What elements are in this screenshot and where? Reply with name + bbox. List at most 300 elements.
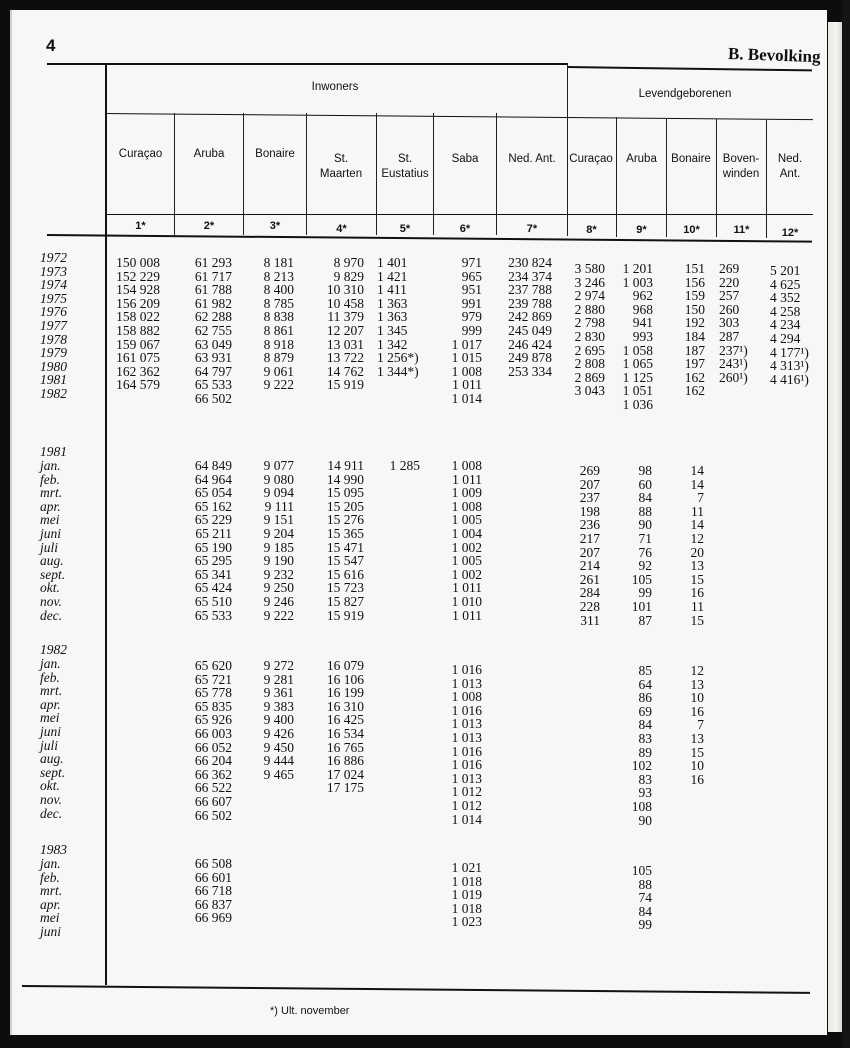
table-cell bbox=[677, 398, 705, 412]
col-header-saba: Saba bbox=[451, 153, 479, 165]
table-cell: 154 928 bbox=[116, 282, 160, 298]
section-title: B. Bevolking bbox=[727, 44, 821, 67]
table-cell: 11 bbox=[691, 598, 704, 614]
table-cell: 1975 bbox=[40, 290, 67, 306]
table-cell: 968 bbox=[632, 301, 653, 317]
table-cell: 88 bbox=[638, 876, 652, 892]
table-cell: apr. bbox=[40, 498, 61, 514]
col-divider bbox=[174, 113, 175, 235]
table-cell: 991 bbox=[461, 295, 482, 311]
table-cell: 1 017 bbox=[451, 336, 482, 352]
table-cell: 1 019 bbox=[451, 887, 482, 903]
table-cell: 1 013 bbox=[451, 729, 482, 745]
table-cell: 64 964 bbox=[194, 471, 232, 487]
table-cell: 15 bbox=[690, 744, 704, 760]
table-cell: 156 bbox=[684, 274, 705, 290]
table-cell: 1 004 bbox=[451, 525, 482, 541]
table-cell: 1 013 bbox=[451, 716, 482, 732]
table-cell: 1 036 bbox=[622, 396, 653, 412]
table-cell: 13 bbox=[690, 558, 704, 574]
table-cell: 197 bbox=[684, 356, 705, 372]
table-cell: 150 008 bbox=[116, 255, 160, 270]
table-cell: feb. bbox=[40, 471, 60, 487]
col-aruba-births-1981 bbox=[620, 464, 652, 627]
col-bonaire-births bbox=[677, 262, 705, 412]
table-cell: jan. bbox=[40, 458, 61, 473]
table-cell: 9 400 bbox=[263, 712, 294, 728]
col-divider bbox=[616, 117, 617, 237]
col-header-curacao-births: Curaçao bbox=[569, 153, 613, 165]
table-cell: 102 bbox=[631, 758, 652, 774]
table-cell: 269 bbox=[719, 261, 740, 276]
table-cell: 65 211 bbox=[195, 525, 232, 541]
table-cell: 12 207 bbox=[326, 322, 364, 338]
col-header-ned-ant-births: Ned. Ant. bbox=[777, 153, 803, 180]
table-cell: juni bbox=[40, 923, 62, 939]
table-cell: 64 bbox=[638, 676, 652, 692]
table-cell: 76 bbox=[638, 544, 652, 560]
table-cell: 62 288 bbox=[194, 309, 232, 325]
table-cell: 65 190 bbox=[194, 539, 232, 555]
table-cell: 993 bbox=[632, 328, 653, 344]
col-st-maarten-1981 bbox=[315, 459, 364, 622]
table-cell: 9 111 bbox=[264, 498, 294, 514]
table-cell bbox=[565, 398, 605, 412]
page-number: 4 bbox=[46, 36, 56, 55]
table-cell: 84 bbox=[638, 490, 652, 506]
table-cell: nov. bbox=[40, 593, 62, 609]
table-cell: 16 310 bbox=[326, 698, 364, 714]
col-header-bonaire: Bonaire bbox=[255, 148, 295, 160]
table-cell: 1 010 bbox=[451, 593, 482, 609]
table-cell: 3 246 bbox=[574, 274, 605, 290]
col-ned-ant bbox=[500, 256, 552, 406]
table-cell: 4 313¹) bbox=[770, 358, 809, 374]
table-cell: 7 bbox=[697, 490, 704, 506]
col-number: 1* bbox=[135, 220, 146, 232]
table-cell: 1 014 bbox=[451, 811, 482, 827]
table-cell: apr. bbox=[40, 896, 61, 912]
table-cell bbox=[180, 925, 232, 939]
table-cell: 65 533 bbox=[194, 607, 232, 623]
col-number: 10* bbox=[683, 224, 700, 236]
table-cell: 1 016 bbox=[451, 662, 482, 677]
table-cell: juli bbox=[40, 737, 59, 753]
col-saba-1983 bbox=[440, 861, 482, 943]
table-cell bbox=[382, 554, 420, 568]
table-cell bbox=[382, 513, 420, 527]
table-cell bbox=[680, 800, 704, 814]
table-cell: 65 295 bbox=[194, 553, 232, 569]
table-cell bbox=[770, 400, 820, 414]
table-cell: 941 bbox=[632, 315, 653, 331]
table-cell: 239 788 bbox=[508, 295, 552, 311]
table-cell: 12 bbox=[690, 530, 704, 546]
col-header-bovenwinden: Boven-winden bbox=[722, 153, 760, 180]
table-cell: 1 012 bbox=[451, 784, 482, 800]
table-cell: mei bbox=[40, 710, 60, 726]
table-cell: 234 374 bbox=[508, 268, 552, 284]
table-cell: 1 013 bbox=[451, 675, 482, 691]
table-cell: 86 bbox=[638, 690, 652, 706]
table-cell bbox=[250, 795, 294, 809]
table-cell: 12 bbox=[690, 663, 704, 678]
col-header-ned-ant: Ned. Ant. bbox=[508, 153, 556, 165]
table-cell: 14 990 bbox=[326, 471, 364, 487]
table-cell: 8 879 bbox=[263, 350, 294, 366]
group-header-levendgeborenen: Levendgeborenen bbox=[638, 88, 732, 100]
table-cell: 237 788 bbox=[508, 282, 552, 298]
table-cell bbox=[680, 814, 704, 828]
table-cell bbox=[315, 392, 364, 406]
table-cell: 1 011 bbox=[452, 377, 482, 393]
table-cell: feb. bbox=[40, 669, 60, 685]
table-cell: 66 502 bbox=[194, 807, 232, 823]
table-cell: 249 878 bbox=[508, 350, 552, 366]
table-cell: 9 077 bbox=[263, 458, 294, 473]
table-cell: 284 bbox=[579, 585, 600, 601]
table-cell bbox=[250, 392, 294, 406]
table-cell: 66 362 bbox=[194, 766, 232, 782]
table-cell: 1 016 bbox=[451, 757, 482, 773]
table-cell: 64 797 bbox=[194, 363, 232, 379]
stub-divider bbox=[105, 63, 107, 985]
table-cell: 66 837 bbox=[194, 896, 232, 912]
table-cell: 20 bbox=[690, 544, 704, 560]
table-cell: 8 861 bbox=[263, 322, 294, 338]
table-cell: 13 bbox=[690, 676, 704, 692]
table-cell: 245 049 bbox=[508, 322, 552, 338]
table-cell: 9 185 bbox=[263, 539, 294, 555]
scan-border-top bbox=[0, 0, 850, 10]
table-cell: 158 022 bbox=[116, 309, 160, 325]
table-cell bbox=[382, 486, 420, 500]
table-cell: mrt. bbox=[40, 485, 63, 501]
col-header-st-maarten: St. Maarten bbox=[319, 153, 363, 180]
table-cell: 1 005 bbox=[451, 512, 482, 528]
table-cell: 7 bbox=[697, 717, 704, 733]
table-cell: 8 181 bbox=[263, 255, 294, 270]
table-cell: 65 835 bbox=[194, 698, 232, 714]
table-cell: 63 931 bbox=[194, 350, 232, 366]
table-cell: juli bbox=[40, 539, 59, 555]
table-cell: 1980 bbox=[40, 358, 67, 374]
table-cell: 1973 bbox=[40, 263, 67, 279]
table-cell: 84 bbox=[638, 903, 652, 919]
table-cell: 1 016 bbox=[451, 743, 482, 759]
table-cell: 84 bbox=[638, 717, 652, 733]
col-divider bbox=[496, 113, 497, 235]
column-number-rule bbox=[105, 214, 813, 215]
table-cell: 246 424 bbox=[508, 336, 552, 352]
col-curacao bbox=[108, 256, 160, 406]
table-cell: 9 190 bbox=[263, 553, 294, 569]
table-cell: 15 276 bbox=[326, 512, 364, 528]
table-cell: 9 246 bbox=[263, 593, 294, 609]
table-cell: 159 bbox=[684, 288, 705, 304]
table-cell: 65 778 bbox=[194, 685, 232, 701]
table-cell: dec. bbox=[40, 607, 63, 623]
table-cell: 965 bbox=[461, 268, 482, 284]
table-cell: 1 013 bbox=[451, 770, 482, 786]
table-cell bbox=[382, 541, 420, 555]
table-cell: 65 341 bbox=[194, 566, 232, 582]
table-cell: 1 014 bbox=[451, 390, 482, 406]
year-heading: 1983 bbox=[40, 842, 67, 857]
table-cell: 61 717 bbox=[194, 268, 232, 284]
table-cell bbox=[315, 809, 364, 823]
table-cell: 90 bbox=[638, 517, 652, 533]
col-bonaire-births-1981 bbox=[680, 464, 704, 627]
table-cell: 2 808 bbox=[574, 356, 605, 372]
table-cell: 87 bbox=[638, 612, 652, 628]
row-year-1982 bbox=[40, 643, 67, 657]
col-header-curacao: Curaçao bbox=[118, 148, 163, 160]
table-cell: 150 bbox=[684, 301, 705, 317]
row-labels-1983 bbox=[40, 857, 62, 939]
table-cell: 69 bbox=[638, 703, 652, 719]
table-cell: 85 bbox=[638, 663, 652, 678]
table-cell: 65 510 bbox=[194, 593, 232, 609]
year-heading: 1981 bbox=[40, 444, 67, 459]
table-cell: 13 031 bbox=[326, 336, 364, 352]
table-cell: 16 886 bbox=[326, 753, 364, 769]
table-cell: 207 bbox=[579, 476, 600, 492]
table-cell: 151 bbox=[684, 261, 705, 276]
col-aruba-births-1983 bbox=[620, 864, 652, 946]
page-edge bbox=[828, 22, 842, 1032]
table-cell bbox=[382, 609, 420, 623]
table-cell: 1 058 bbox=[622, 342, 653, 358]
table-cell: 4 625 bbox=[770, 276, 801, 292]
table-cell: 9 272 bbox=[263, 658, 294, 673]
table-cell: 16 106 bbox=[326, 671, 364, 687]
table-cell: jan. bbox=[40, 656, 61, 671]
table-cell: 4 177¹) bbox=[770, 344, 809, 360]
table-cell: 1 125 bbox=[622, 369, 653, 385]
footnote: *) Ult. november bbox=[270, 1005, 350, 1017]
table-cell: 5 201 bbox=[770, 263, 801, 278]
col-divider bbox=[666, 118, 667, 237]
col-st-eustatius-1981 bbox=[382, 459, 420, 622]
table-cell bbox=[719, 384, 763, 398]
table-cell: 164 579 bbox=[116, 377, 160, 393]
table-cell: 1 256*) bbox=[377, 350, 419, 366]
table-cell bbox=[620, 932, 652, 946]
row-labels-1981 bbox=[40, 459, 65, 622]
table-cell: 66 052 bbox=[194, 739, 232, 755]
table-cell: 16 bbox=[690, 703, 704, 719]
table-cell bbox=[382, 527, 420, 541]
table-cell: 2 830 bbox=[574, 328, 605, 344]
col-ned-ant-births bbox=[770, 264, 820, 414]
table-cell: 9 450 bbox=[263, 739, 294, 755]
col-bonaire-1982 bbox=[250, 659, 294, 822]
table-cell: 3 043 bbox=[574, 383, 605, 399]
table-cell: 14 bbox=[690, 517, 704, 533]
table-cell: 8 970 bbox=[333, 255, 364, 270]
table-cell: 61 788 bbox=[194, 282, 232, 298]
table-cell: 999 bbox=[461, 322, 482, 338]
col-number: 4* bbox=[336, 223, 347, 235]
scan-border-right bbox=[842, 0, 850, 1048]
table-cell bbox=[500, 378, 552, 392]
table-cell: 9 465 bbox=[263, 766, 294, 782]
table-cell: 101 bbox=[631, 598, 652, 614]
col-number: 8* bbox=[586, 224, 597, 236]
table-cell: 14 911 bbox=[327, 458, 364, 473]
table-cell: 15 205 bbox=[326, 498, 364, 514]
table-cell: 4 294 bbox=[770, 330, 801, 346]
col-st-maarten bbox=[315, 256, 364, 406]
table-cell: sept. bbox=[40, 764, 66, 780]
table-cell: 1 008 bbox=[451, 458, 482, 473]
table-cell: 66 003 bbox=[194, 725, 232, 741]
table-cell bbox=[382, 500, 420, 514]
table-cell: 71 bbox=[638, 530, 652, 546]
table-cell bbox=[108, 392, 160, 406]
table-cell: okt. bbox=[40, 580, 60, 596]
table-cell: 66 502 bbox=[194, 390, 232, 406]
table-cell: 1 003 bbox=[622, 274, 653, 290]
col-aruba-1982 bbox=[180, 659, 232, 822]
table-cell: 105 bbox=[631, 863, 652, 878]
col-saba-1981 bbox=[440, 459, 482, 622]
table-cell: 8 400 bbox=[263, 282, 294, 298]
table-cell: 9 094 bbox=[263, 485, 294, 501]
col-aruba-births bbox=[616, 262, 653, 412]
table-cell: 1 421 bbox=[377, 268, 408, 284]
col-header-st-eustatius: St. Eustatius bbox=[381, 153, 429, 180]
table-cell: 105 bbox=[631, 571, 652, 587]
col-saba-1982 bbox=[440, 663, 482, 826]
table-cell: 8 785 bbox=[263, 295, 294, 311]
table-cell: 9 383 bbox=[263, 698, 294, 714]
table-cell: 15 365 bbox=[326, 525, 364, 541]
table-cell bbox=[719, 398, 763, 412]
table-cell: 1 002 bbox=[451, 566, 482, 582]
table-cell bbox=[680, 786, 704, 800]
table-cell: 187 bbox=[684, 342, 705, 358]
table-cell: 184 bbox=[684, 328, 705, 344]
table-cell: 17 175 bbox=[326, 780, 364, 796]
table-cell: 14 bbox=[690, 463, 704, 478]
table-cell: 198 bbox=[579, 503, 600, 519]
table-cell: 1 008 bbox=[451, 498, 482, 514]
table-cell: 1977 bbox=[40, 317, 67, 333]
table-cell: 15 471 bbox=[326, 539, 364, 555]
table-cell: 287 bbox=[719, 328, 740, 344]
col-curacao-births bbox=[565, 262, 605, 412]
table-cell: 9 232 bbox=[263, 566, 294, 582]
col-st-maarten-1982 bbox=[315, 659, 364, 822]
table-cell: 242 869 bbox=[508, 309, 552, 325]
table-cell: 253 334 bbox=[508, 363, 552, 379]
table-cell: 2 695 bbox=[574, 342, 605, 358]
table-cell: 15 919 bbox=[326, 607, 364, 623]
col-divider bbox=[433, 113, 434, 235]
table-cell bbox=[250, 781, 294, 795]
table-cell: 162 362 bbox=[116, 363, 160, 379]
table-cell bbox=[377, 378, 415, 392]
table-cell: 65 162 bbox=[194, 498, 232, 514]
table-cell: 1 008 bbox=[451, 363, 482, 379]
table-cell bbox=[440, 929, 482, 943]
table-cell: 61 293 bbox=[194, 255, 232, 270]
table-cell: jan. bbox=[40, 856, 61, 871]
table-cell: 66 718 bbox=[194, 883, 232, 899]
table-cell: 217 bbox=[579, 530, 600, 546]
table-cell: 8 213 bbox=[263, 268, 294, 284]
table-cell: 60 bbox=[638, 476, 652, 492]
table-cell: 9 061 bbox=[263, 363, 294, 379]
table-cell: 9 281 bbox=[263, 671, 294, 687]
table-cell: 1 016 bbox=[451, 702, 482, 718]
table-cell: 4 258 bbox=[770, 303, 801, 319]
table-cell: 9 361 bbox=[263, 685, 294, 701]
table-cell: 16 534 bbox=[326, 725, 364, 741]
table-cell: 1 002 bbox=[451, 539, 482, 555]
col-header-bonaire-births: Bonaire bbox=[671, 153, 711, 165]
table-cell: 16 bbox=[690, 771, 704, 787]
col-aruba bbox=[180, 256, 232, 406]
table-cell: 9 151 bbox=[263, 512, 294, 528]
table-cell: 260 bbox=[719, 301, 740, 317]
table-cell: 15 723 bbox=[326, 580, 364, 596]
table-cell: 16 079 bbox=[326, 658, 364, 673]
table-cell: 1979 bbox=[40, 345, 67, 361]
col-bonaire-births-1982 bbox=[680, 664, 704, 827]
table-cell: 1974 bbox=[40, 277, 67, 293]
col-number: 6* bbox=[459, 223, 471, 235]
table-cell bbox=[382, 595, 420, 609]
table-cell: 1976 bbox=[40, 304, 67, 320]
table-cell: 108 bbox=[631, 798, 652, 814]
table-cell: 92 bbox=[638, 558, 652, 574]
table-cell: 14 bbox=[690, 476, 704, 492]
table-cell: 1 345 bbox=[377, 322, 408, 338]
table-cell: 90 bbox=[638, 812, 652, 828]
table-cell: 220 bbox=[719, 274, 740, 290]
col-divider bbox=[243, 113, 244, 235]
col-number: 3* bbox=[269, 220, 281, 232]
table-cell: aug. bbox=[40, 751, 64, 767]
table-cell: 156 209 bbox=[116, 295, 160, 311]
table-cell: 237¹) bbox=[719, 342, 748, 358]
table-cell: mei bbox=[40, 910, 60, 926]
table-cell: 17 024 bbox=[326, 766, 364, 782]
table-cell: 1 009 bbox=[451, 485, 482, 501]
table-cell: 230 824 bbox=[508, 255, 552, 270]
table-cell: 1 363 bbox=[377, 309, 408, 325]
table-cell: 65 229 bbox=[194, 512, 232, 528]
table-cell: 236 bbox=[579, 517, 600, 533]
table-cell: 65 926 bbox=[194, 712, 232, 728]
table-cell: mei bbox=[40, 512, 60, 528]
table-cell: 66 969 bbox=[194, 910, 232, 926]
table-cell: 1 411 bbox=[377, 282, 407, 298]
table-cell: 83 bbox=[638, 771, 652, 787]
table-cell: 11 bbox=[691, 503, 704, 519]
table-cell: 243¹) bbox=[719, 356, 748, 372]
col-saba bbox=[440, 256, 482, 406]
col-number: 9* bbox=[636, 224, 647, 236]
table-cell: 16 199 bbox=[326, 685, 364, 701]
table-cell: 66 601 bbox=[194, 869, 232, 885]
col-divider bbox=[716, 119, 717, 237]
table-cell: 260¹) bbox=[719, 369, 748, 385]
table-cell: 158 882 bbox=[116, 322, 160, 338]
